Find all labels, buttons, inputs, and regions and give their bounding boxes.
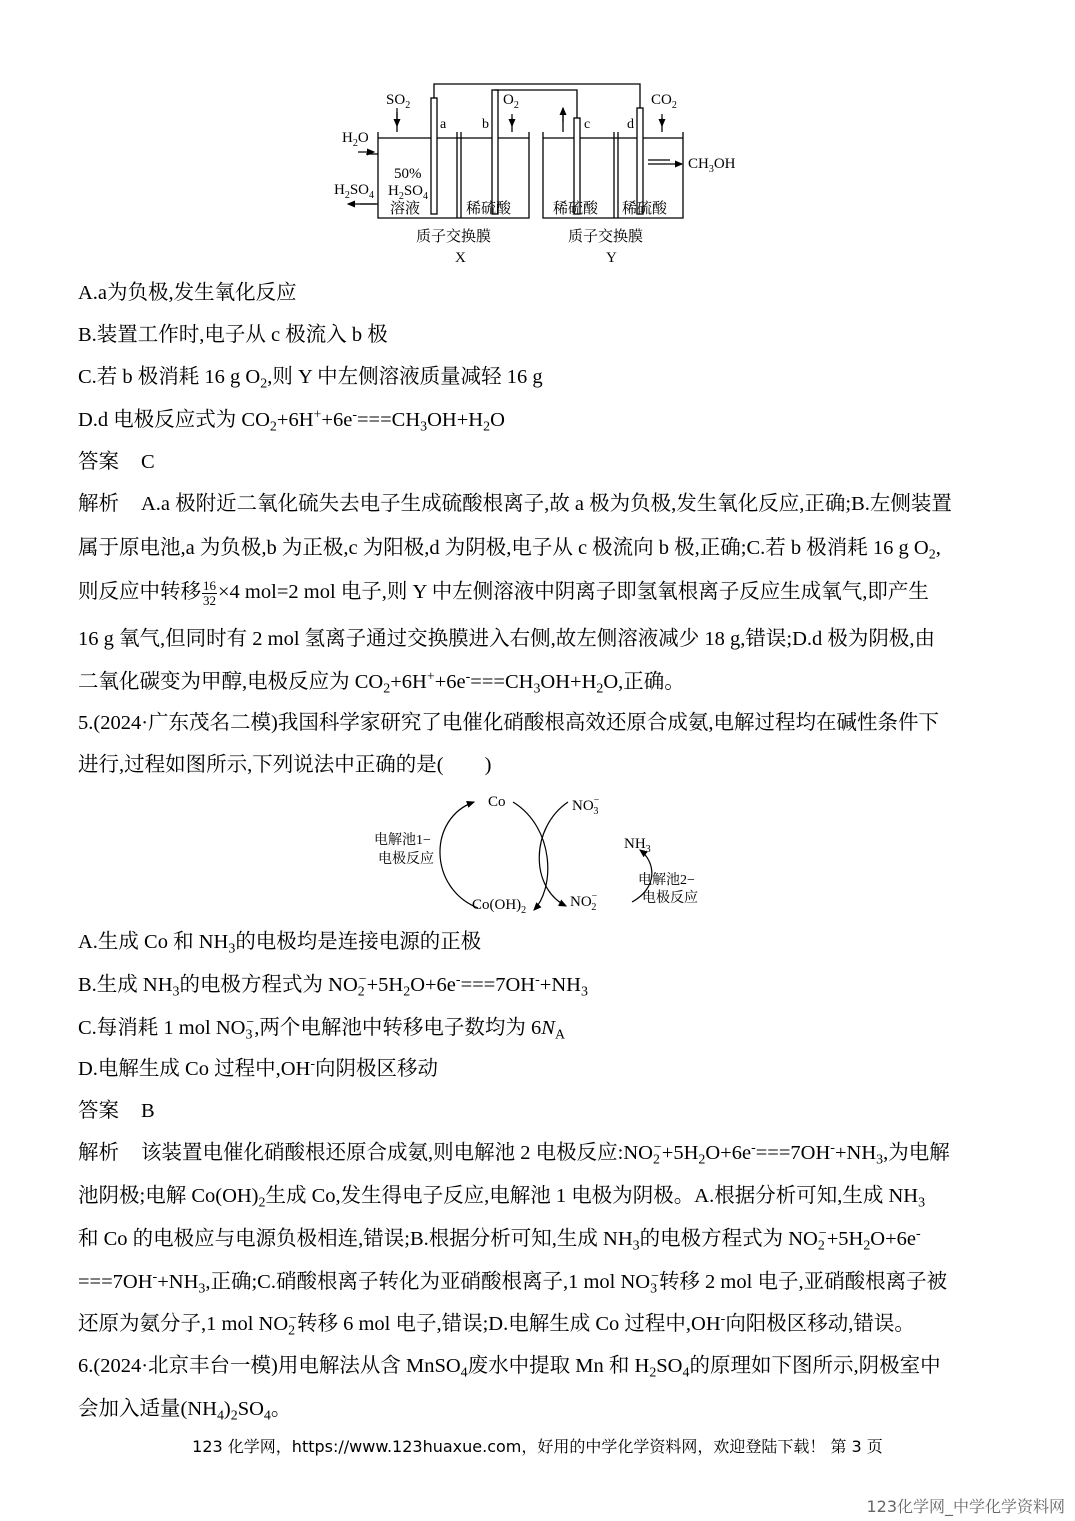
q4-answer: 答案 C bbox=[78, 451, 155, 473]
q5-option-a: A.生成 Co 和 $NH_3$的电极均是连接电源的正极 bbox=[78, 931, 482, 957]
h2so4-in-label: $H_2SO_4$ bbox=[388, 183, 429, 202]
q6-stem-line2: 会加入适量$(NH_4)_2SO_4$。 bbox=[78, 1398, 292, 1424]
so2-label: $SO_2$ bbox=[386, 92, 411, 111]
pool1-label: 电极反应 bbox=[378, 852, 434, 867]
co2-label: $CO_2$ bbox=[651, 92, 677, 111]
no2-label: NO− 2 bbox=[570, 891, 598, 913]
h2so4-out-label: $H_2SO_4$ bbox=[334, 182, 375, 201]
membrane-y-label: 质子交换膜 bbox=[568, 229, 644, 245]
cooh2-label: $Co(OH)_2$ bbox=[472, 897, 527, 916]
q4-explanation-line4: 16 g 氧气,但同时有 2 mol 氢离子通过交换膜进入右侧,故左侧溶液减少 18 g,错误;D.d 极为阴极,由 bbox=[78, 628, 936, 650]
q5-option-c: C.每消耗 1 mol $NO_3^-$,两个电解池中转移电子数均为 $6N_A$ bbox=[78, 1015, 566, 1043]
pool1-label: 电解池1− bbox=[374, 833, 431, 848]
electrolysis-cycle-diagram bbox=[370, 788, 710, 918]
q4-explanation-line1: 解析 A.a 极附近二氧化硫失去电子生成硫酸根离子,故 a 极为负极,发生氧化反应,正确;B.左侧装置 bbox=[78, 493, 952, 515]
watermark: 123化学网_中学化学资料网 bbox=[866, 1497, 1065, 1516]
dilute-acid-label: 稀硫酸 bbox=[553, 201, 599, 217]
pool2-label: 电解池2− bbox=[638, 873, 695, 888]
pct-label: 50% bbox=[394, 166, 422, 182]
q5-explanation-line3: 和 Co 的电极应与电源负极相连,错误;B.根据分析可知,生成 $NH_3$的电极方程式为 $NO_2^-+5H_2O+6e^-$ bbox=[78, 1226, 921, 1254]
cell-y-label: Y bbox=[606, 250, 617, 266]
dilute-acid-label: 稀硫酸 bbox=[466, 201, 512, 217]
electrolysis-cell-diagram bbox=[330, 78, 760, 270]
q4-option-d: D.d 电极反应式为 $CO_2+6H^++6e^-===CH_3OH+H_2O$ bbox=[78, 407, 505, 435]
electrode-d-label: d bbox=[627, 117, 634, 132]
co-label: Co bbox=[488, 794, 506, 810]
q5-option-b: B.生成 $NH_3$的电极方程式为 $NO_2^-+5H_2O+6e^-===7OH^-+NH_3$ bbox=[78, 972, 588, 1000]
q5-stem-line1: 5.(2024·广东茂名二模)我国科学家研究了电催化硝酸根高效还原合成氨,电解过程均在碱性条件下 bbox=[78, 712, 939, 734]
electrode-a-label: a bbox=[440, 117, 447, 132]
solution-label: 溶液 bbox=[390, 201, 421, 217]
electrode-c-label: c bbox=[584, 117, 591, 132]
ch3oh-label: $CH_3OH$ bbox=[688, 156, 736, 175]
q5-explanation-line5: 还原为氨分子,1 mol $NO_2^-$转移 6 mol 电子,错误;D.电解生成 Co 过程中,OH-向阳极区移动,错误。 bbox=[78, 1311, 915, 1339]
q5-explanation-line2: 池阴极;电解 $Co(OH)_2$生成 Co,发生得电子反应,电解池 1 电极为阴极。A.根据分析可知,生成 $NH_3$ bbox=[78, 1185, 926, 1211]
o2-label: $O_2$ bbox=[503, 92, 519, 111]
electrode-b-label: b bbox=[482, 117, 489, 132]
q5-explanation-line1: 解析 该装置电催化硝酸根还原合成氨,则电解池 2 电极反应$:NO_2^-+5H_2O+6e^-===7OH^-+NH_3$,为电解 bbox=[78, 1140, 950, 1168]
q5-answer: 答案 B bbox=[78, 1100, 155, 1122]
cell-x-label: X bbox=[455, 250, 466, 266]
nh3-label: $NH_3$ bbox=[624, 836, 651, 855]
q4-explanation-line3: 则反应中转移 $\frac{16}{32}$ ×4 mol=2 mol 电子,则 Y 中左侧溶液中阴离子即氢氧根离子反应生成氧气,即产生 bbox=[78, 577, 929, 608]
q4-option-a: A.a为负极,发生氧化反应 bbox=[78, 282, 297, 304]
membrane-x-label: 质子交换膜 bbox=[416, 229, 492, 245]
dilute-acid-label: 稀硫酸 bbox=[622, 201, 668, 217]
pool2-label: 电极反应 bbox=[642, 891, 698, 906]
q4-option-b: B.装置工作时,电子从 c 极流入 b 极 bbox=[78, 324, 388, 346]
page-footer: 123 化学网，https://www.123huaxue.com，好用的中学化学资料网，欢迎登陆下载！ 第 3 页 bbox=[192, 1437, 883, 1456]
q5-explanation-line4: $===7OH^-+NH_3$,正确;C.硝酸根离子转化为亚硝酸根离子,1 mol $NO_3^-$转移 2 mol 电子,亚硝酸根离子被 bbox=[78, 1269, 948, 1297]
q5-stem-line2: 进行,过程如图所示,下列说法中正确的是( ) bbox=[78, 754, 492, 776]
h2o-label: $H_2O$ bbox=[342, 130, 369, 149]
q6-stem-line1: 6.(2024·北京丰台一模)用电解法从含 MnSO$_4$废水中提取 Mn 和 $H_2SO_4$的原理如下图所示,阴极室中 bbox=[78, 1355, 941, 1381]
q4-explanation-line5: 二氧化碳变为甲醇,电极反应为 $CO_2+6H^++6e^-===CH_3OH+H_2O$,正确。 bbox=[78, 669, 685, 697]
q5-option-d: D.电解生成 Co 过程中,OH-向阴极区移动 bbox=[78, 1056, 438, 1080]
q4-option-c: C.若 b 极消耗 16 g $O_2$,则 Y 中左侧溶液质量减轻 16 g bbox=[78, 366, 543, 392]
fraction: $\frac{16}{32}$ bbox=[203, 577, 216, 608]
no3-label: NO− 3 bbox=[572, 795, 600, 817]
q4-explanation-line2: 属于原电池,a 为负极,b 为正极,c 为阳极,d 为阴极,电子从 c 极流向 b 极,正确;C.若 b 极消耗 16 g $O_2$, bbox=[78, 537, 941, 563]
